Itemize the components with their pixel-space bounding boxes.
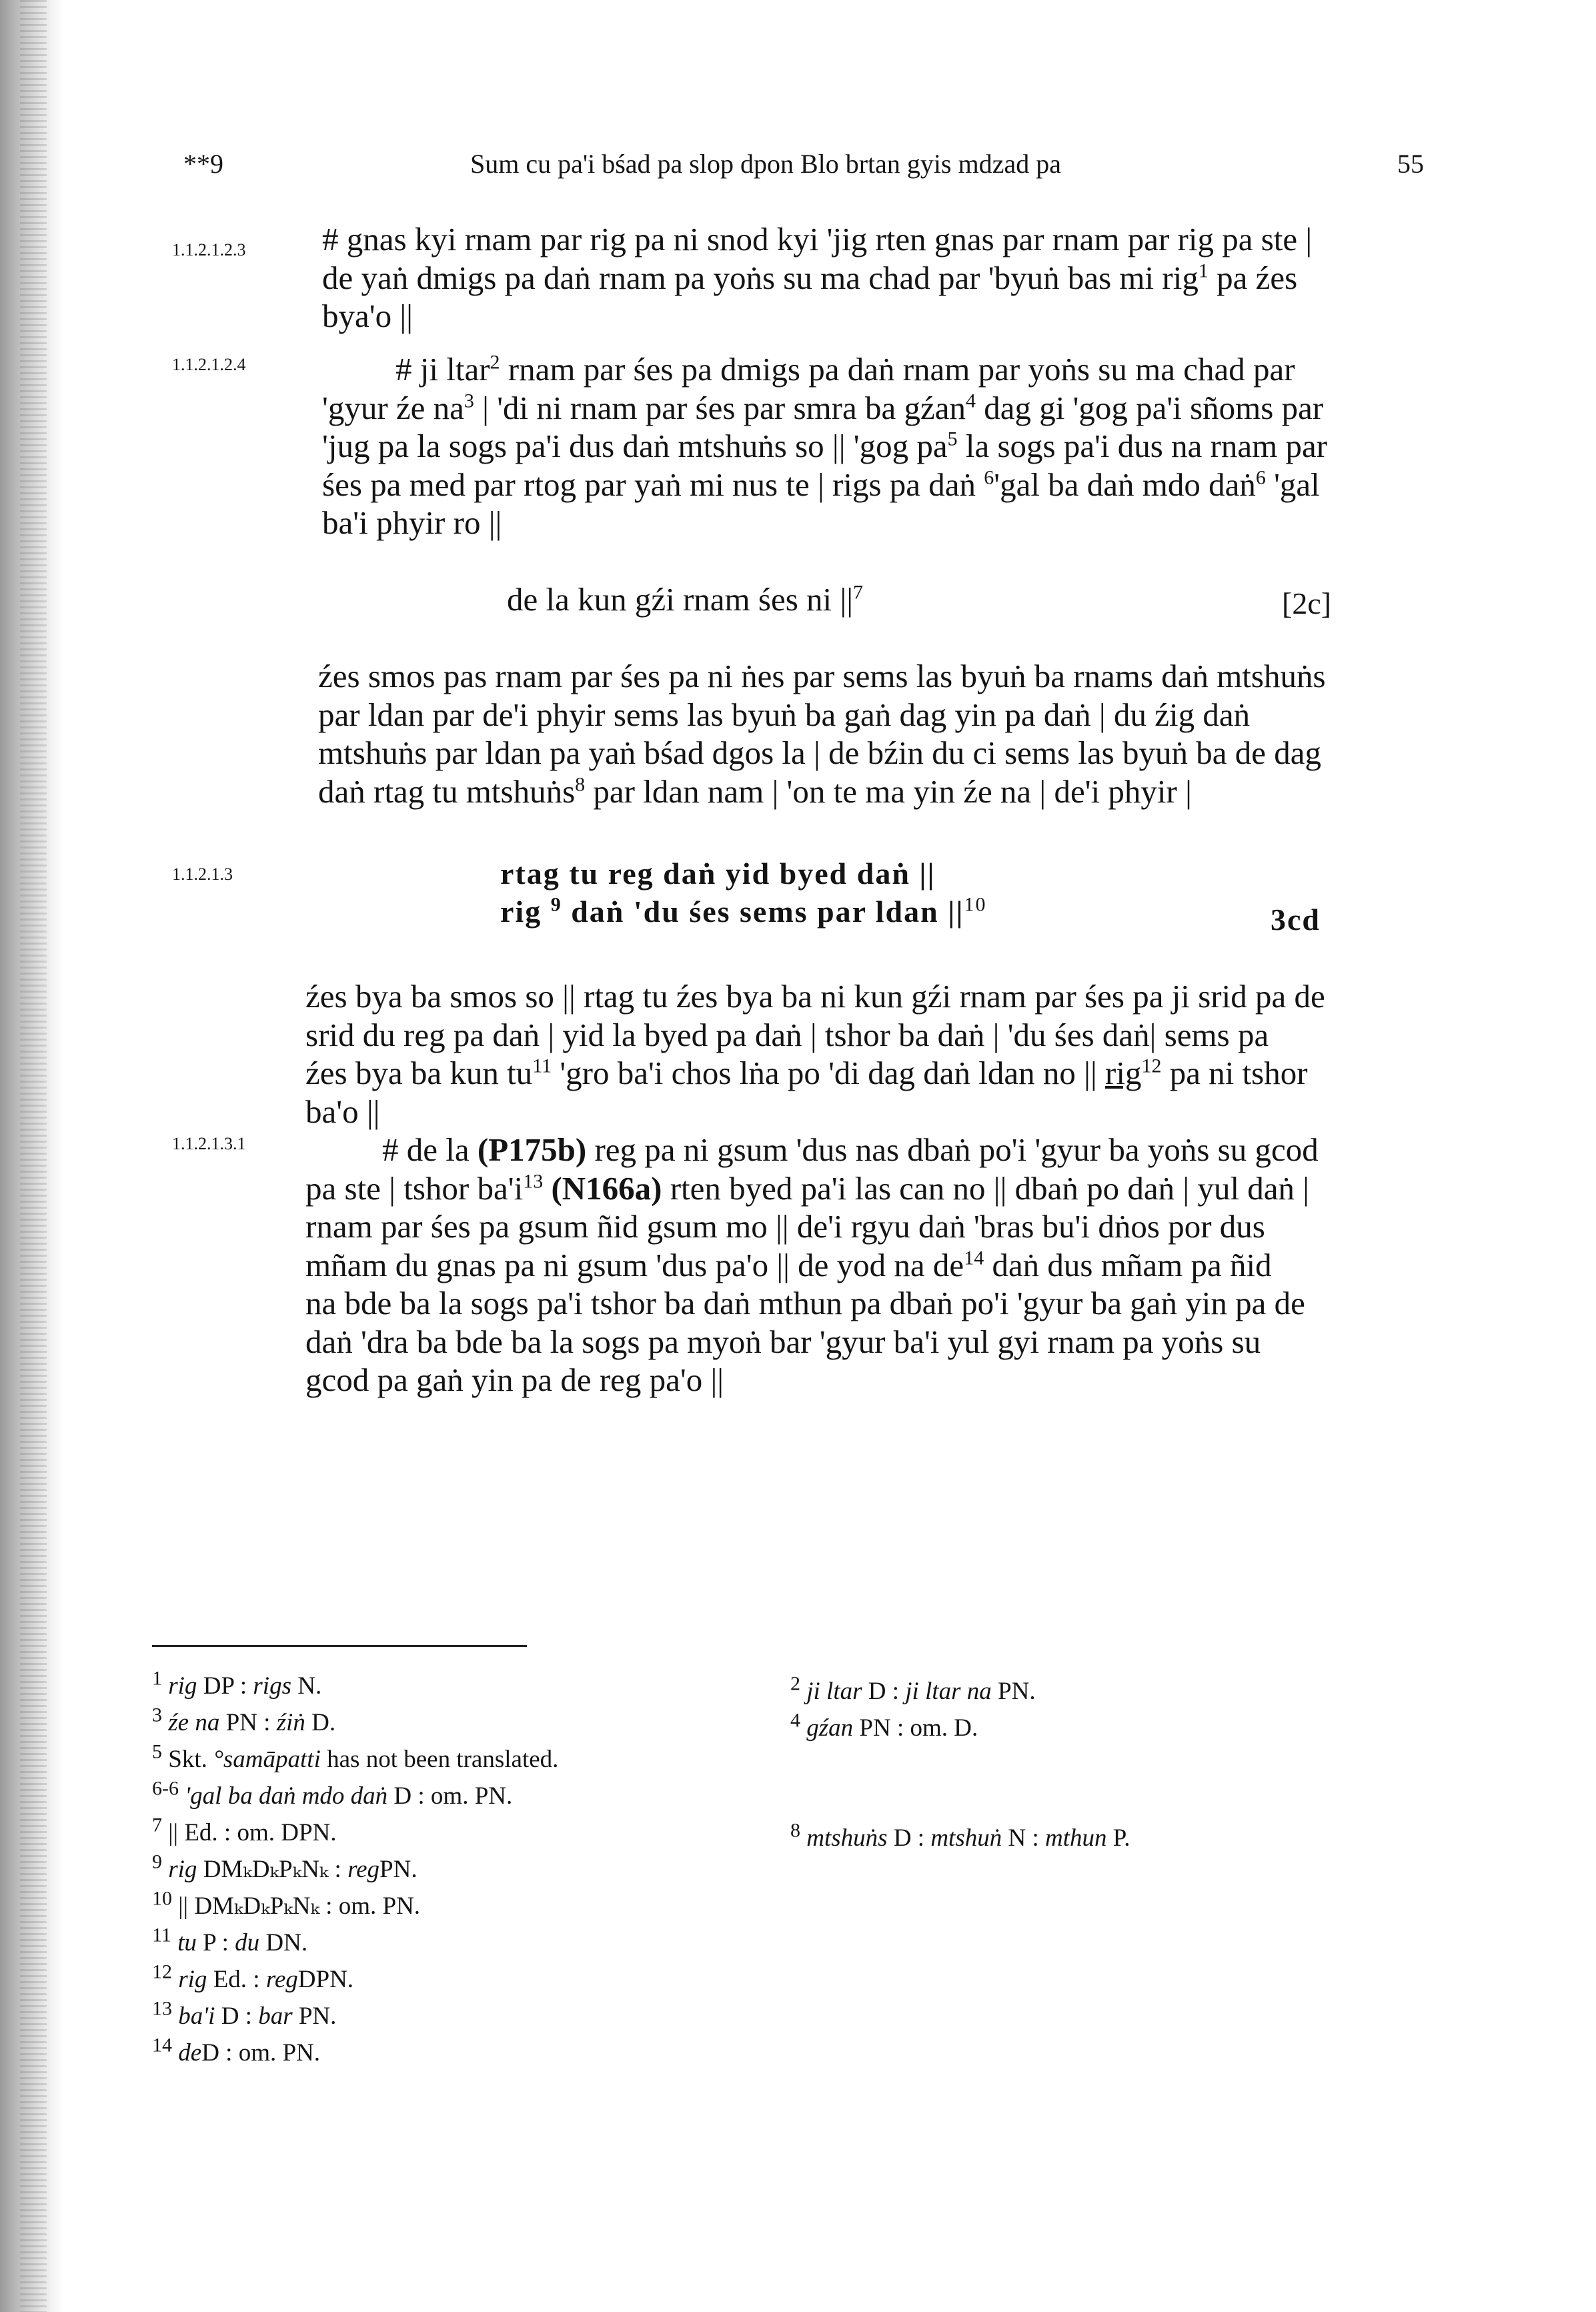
footnote-text: N : (1002, 1824, 1045, 1852)
section-number: 1.1.2.1.2.3 (172, 240, 246, 259)
text-line: daṅ rtag tu mtshuṅs$^8$ par ldan nam | 'on te ma yin źe na | de'i phyir | (318, 772, 1192, 810)
verse-1-reference: [2c] (1282, 586, 1332, 620)
paragraph-1 (322, 220, 1443, 336)
footnote-reading: mtshuṅs (806, 1824, 888, 1852)
text-line: 'gyur źe $na^3$ | 'di ni rnam par śes par smra ba gźan$^4$ dag gi 'gog pa'i sñoms par (322, 389, 1324, 426)
footnote-reading: reg (347, 1856, 380, 1883)
footnote-text: Ed. : (207, 1966, 266, 1993)
footnote-text: PN : om. D. (853, 1714, 978, 1742)
footnotes-right (790, 1673, 1391, 1856)
footnote-number: 7 (152, 1814, 162, 1836)
footnote-number: 10 (152, 1887, 172, 1910)
footnote-text: P. (1106, 1824, 1130, 1852)
footnote-number: 3 (152, 1704, 162, 1726)
footnote-separator (152, 1645, 527, 1647)
book-spine-texture (20, 0, 47, 2312)
text-line: mñam du gnas pa ni gsum 'dus pa'o || de yod na $de^{14}$ daṅ dus mñam pa ñid (305, 1246, 1272, 1283)
verse-2-line-1: rtag tu reg daṅ yid byed daṅ || (500, 856, 936, 891)
footnote-text: D : (887, 1824, 931, 1852)
text-line: na bde ba la sogs pa'i tshor ba daṅ mthun pa dbaṅ po'i 'gyur ba gaṅ yin pa de (305, 1285, 1305, 1321)
text-line: ba'o || (305, 1093, 380, 1130)
footnote (152, 1851, 752, 1888)
header-left-mark: **9 (183, 149, 223, 179)
section-number: 1.1.2.1.3 (172, 864, 233, 884)
footnote (790, 1710, 1391, 1746)
text-line: źes smos pas rnam par śes pa ni ṅes par sems las byuṅ ba rnams daṅ mtshuṅs (318, 658, 1326, 694)
footnote-number: 11 (152, 1924, 171, 1946)
text-line: mtshuṅs par ldan pa yaṅ bśad dgos la | de bźin du ci sems las byuṅ ba de dag (318, 734, 1321, 771)
footnote-reading: mtshuṅ (930, 1824, 1002, 1852)
footnote (790, 1673, 1391, 1710)
footnote-number: 5 (152, 1740, 162, 1763)
text-line: ba'i phyir ro || (322, 504, 502, 541)
footnote-reading: ji ltar na (905, 1678, 992, 1705)
text-line: rnam par śes pa gsum ñid gsum mo || de'i rgyu daṅ 'bras bu'i dṅos por dus (305, 1208, 1265, 1245)
footnote (152, 1741, 752, 1778)
footnote-reading: ji ltar (806, 1678, 862, 1705)
footnote-text: PN. (292, 2002, 337, 2030)
text-line: par ldan par de'i phyir sems las byuṅ ba gaṅ dag yin pa daṅ | du źig daṅ (318, 696, 1251, 733)
text-line: daṅ 'dra ba bde ba la sogs pa myoṅ bar 'gyur ba'i yul gyi rnam pa yoṅs su (305, 1323, 1261, 1360)
footnote-text: DPN. (297, 1966, 354, 1993)
text-line: bya'o || (322, 298, 413, 334)
footnote-reading: rig (168, 1672, 197, 1700)
page-number: 55 (1397, 149, 1424, 179)
footnote-number: 9 (152, 1850, 162, 1873)
text-line: źes bya ba kun $tu^{11}$ 'gro ba'i chos lṅa po 'di dag daṅ ldan no || rig$^{12}$ pa ni tshor (305, 1055, 1308, 1091)
footnote-text: DN. (259, 1929, 308, 1956)
footnote (152, 1924, 752, 1961)
section-number: 1.1.2.1.2.4 (172, 355, 246, 374)
footnote-reading: reg (265, 1966, 298, 1993)
text-line: # ji ltar$^2$ rnam par śes pa dmigs pa daṅ rnam par yoṅs su ma chad par (395, 351, 1295, 388)
footnote-text: || Ed. : om. DPN. (168, 1819, 337, 1846)
footnote-text: PN. (991, 1678, 1036, 1705)
text-line: # gnas kyi rnam par rig pa ni snod kyi 'jig rten gnas par rnam par rig pa ste | (322, 221, 1313, 257)
footnote-reading: °samāpatti (213, 1746, 321, 1773)
text-line: 'jug pa la sogs pa'i dus daṅ mtshuṅs so || 'gog $pa^5$ la sogs pa'i dus na rnam par (322, 428, 1328, 464)
footnote-number: 12 (152, 1960, 172, 1983)
footnote (152, 1888, 752, 1924)
footnote-text: Skt. (168, 1746, 214, 1773)
footnote-text: N. (291, 1672, 322, 1700)
footnote (152, 1668, 752, 1704)
footnotes-left (152, 1668, 752, 2071)
footnote-reading: źe na (168, 1709, 220, 1736)
text-line: śes pa med par rtog par yaṅ mi nus te | rigs pa daṅ $^6$'gal ba daṅ mdo daṅ$^6$ 'gal (322, 466, 1320, 503)
footnote-text: DP : (197, 1672, 253, 1700)
footnote (152, 1704, 752, 1741)
footnote-text: DMₖDₖPₖNₖ : (197, 1856, 348, 1883)
text-line: gcod pa gaṅ yin pa de reg pa'o || (305, 1361, 724, 1398)
paragraph-5 (305, 1131, 1426, 1399)
footnote-text: D. (305, 1709, 336, 1736)
running-title: Sum cu pa'i bśad pa slop dpon Blo brtan gyis mdzad pa (470, 149, 1061, 179)
text-line: de yaṅ dmigs pa daṅ rnam pa yoṅs su ma chad par 'byuṅ bas mi rig$^1$ pa źes (322, 259, 1298, 296)
footnote-number: 6-6 (152, 1777, 179, 1800)
footnote-number: 8 (790, 1819, 800, 1842)
footnote (790, 1820, 1391, 1856)
footnote-reading: du (235, 1929, 260, 1956)
footnote-reading: źiṅ (276, 1709, 305, 1736)
footnote-number: 14 (152, 2034, 172, 2057)
paragraph-4 (305, 977, 1426, 1131)
footnote (152, 1961, 752, 1998)
paragraph-2 (322, 350, 1443, 542)
footnote-text: D : (215, 2002, 259, 2030)
footnote-reading: rigs (253, 1672, 291, 1700)
footnote-number: 1 (152, 1667, 162, 1690)
text-line: źes bya ba smos so || rtag tu źes bya ba ni kun gźi rnam par śes pa ji srid pa de (305, 978, 1325, 1015)
footnote-reading: rig (178, 1966, 207, 1993)
footnote-reading: mthun (1044, 1824, 1107, 1852)
footnote-reading: rig (168, 1856, 197, 1883)
footnote-text: D : om. PN. (387, 1782, 513, 1810)
footnote-reading: bar (258, 2002, 293, 2030)
footnote-reading: gźan (806, 1714, 854, 1742)
text-line: pa ste | tshor $ba'i^{13}$ (N166a) rten byed pa'i las can no || dbaṅ po daṅ | yul daṅ | (305, 1169, 1310, 1207)
footnote-reading: 'gal ba daṅ mdo daṅ (185, 1782, 388, 1810)
section-number: 1.1.2.1.3.1 (172, 1134, 246, 1153)
footnote (152, 2035, 752, 2071)
footnote-text: P : (196, 1929, 235, 1956)
verse-2-line-2: rig $^9$ daṅ 'du śes sems par ldan $||^{10}$ (500, 893, 987, 929)
verse-2-reference: 3cd (1271, 903, 1321, 937)
footnote (152, 1778, 752, 1814)
paragraph-3 (318, 657, 1439, 810)
text-line: srid du reg pa daṅ | yid la byed pa daṅ | tshor ba daṅ | 'du śes daṅ| sems pa (305, 1016, 1269, 1053)
footnote-number: 4 (790, 1709, 800, 1732)
footnote-text: PN. (379, 1856, 418, 1883)
footnote (152, 1814, 752, 1851)
footnote (152, 1998, 752, 2035)
footnote-number: 2 (790, 1672, 800, 1695)
text-line: # de la (P175b) reg pa ni gsum 'dus nas dbaṅ po'i 'gyur ba yoṅs su gcod (382, 1131, 1319, 1168)
footnote-text: D : (862, 1678, 906, 1705)
footnote-reading: tu (177, 1929, 197, 1956)
footnote-reading: de (178, 2039, 202, 2067)
footnote-text: D : om. PN. (201, 2039, 321, 2067)
footnote-number: 13 (152, 1997, 172, 2020)
footnote-text: PN : (219, 1709, 277, 1736)
footnote-reading: ba'i (178, 2002, 215, 2030)
verse-1-line: de la kun gźi rnam śes ni $||^7$ (507, 581, 864, 618)
footnote-text: || DMₖDₖPₖNₖ : om. PN. (178, 1892, 421, 1920)
footnote-text: has not been translated. (320, 1746, 559, 1773)
